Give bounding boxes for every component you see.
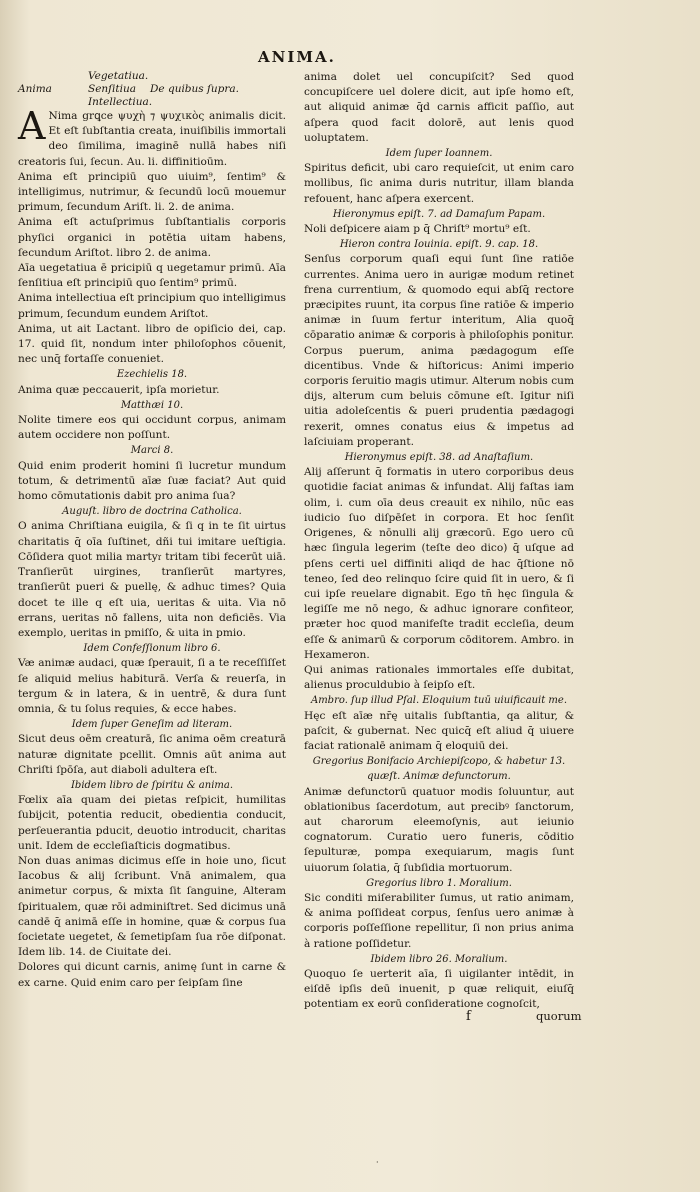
paragraph-text: Fœlix aīa quam dei pietas reſpicit, humilitas ſubijcit, potentia reducit, obedientia conducit, perſeuerantia pducit, deuotio introducit, charitas unit. Idem de eccleſiaſticis dogmatibus. bbox=[18, 794, 286, 852]
citation bbox=[304, 207, 574, 222]
paragraph-text: Noli deſpicere aiam p q̄ Chriſt⁹ mortu⁹ eſt. bbox=[304, 223, 531, 236]
paragraph-text: Anima intellectiua eſt principium quo intelligimus primum, ſecundum eundem Ariſtot. bbox=[18, 292, 286, 320]
paragraph-text: Aīa uegetatiua ē pricipiū q uegetamur primū. Aīa ſenſitiua eſt principiū quo ſentim⁹ primū. bbox=[18, 262, 286, 290]
paragraph-text: Anima eſt principiū quo uiuim⁹, ſentim⁹ & intelligimus, nutrimur, & ſecundū locū mouemur primum, ſecundum Ariſt. li. 2. de anima. bbox=[18, 170, 286, 214]
citation bbox=[304, 146, 574, 161]
paragraph bbox=[304, 709, 574, 755]
brace-lead: Anima bbox=[18, 83, 52, 95]
citation-text: Auguſt. libro de doctrina Catholica. bbox=[62, 506, 242, 518]
paragraph bbox=[304, 465, 574, 663]
paragraph bbox=[18, 322, 286, 368]
citation bbox=[18, 367, 286, 382]
citation bbox=[18, 641, 286, 656]
paragraph bbox=[304, 663, 574, 693]
paragraph bbox=[18, 960, 286, 990]
paragraph-text: anima dolet uel concupiſcit? Sed quod concupiſcere uel dolere dicit, aut ipſe homo eſt, aut aliquid animæ q̄d carnis afficit paſſio, aut aſpera quod facit dolorē, aut lenis quod uoluptatem. bbox=[304, 71, 574, 144]
citation-text: Idem ſuper Ioannem. bbox=[385, 148, 493, 160]
paragraph-text: Qui animas rationales immortales eſſe dubitat, alienus proculdubio à ſeipſo eſt. bbox=[304, 663, 574, 692]
left-column bbox=[18, 70, 286, 991]
citation-text: Hieronymus epiſt. 38. ad Anaſtaſium. bbox=[344, 452, 534, 464]
paragraph-text: Nima grꝗce ψυχὴ ⁊ ψυχικὸς animalis dicit. Et eſt ſubſtantia creata, inuiſibilis immortali deo ſimilima, imaginē nullā habes niſi creatoris ſui, ſecun. Au. li. diffinitioūm. bbox=[18, 110, 286, 168]
paragraph bbox=[304, 252, 574, 450]
running-head: ANIMA. bbox=[258, 48, 336, 66]
citation-text: Matthæi 10. bbox=[120, 399, 184, 411]
citation bbox=[18, 778, 286, 793]
paragraph bbox=[304, 161, 574, 207]
paragraph-text: Hęc eſt aīæ nr̄ę uitalis ſubſtantia, qa alitur, & paſcit, & gubernat. Nec quicq̄ eſt aliud q̄ uiuere faciat rationalē animam q̄ eloquiū dei. bbox=[304, 709, 574, 752]
paragraph bbox=[304, 891, 574, 952]
paragraph-text: Non duas animas dicimus eſſe in hoie uno, ſicut Iacobus & alij ſcribunt. Vnā animalem, qua animetur corpus, & mixta ſit ſanguine, Alteram ſpiritualem, quæ rōi adminiſtret. Sed dicimus unā candē q̄ animā eſſe in homine, quæ & corpus ſua ſocietate uegetet, & ſemetipſam ſua rōe diſponat. Idem lib. 14. de Ciuitate dei. bbox=[18, 854, 286, 959]
paragraph bbox=[304, 785, 574, 876]
brace-item-intellectiua: Intellectiua. bbox=[88, 96, 153, 108]
citation bbox=[18, 443, 286, 458]
paragraph bbox=[18, 656, 286, 717]
right-column-body bbox=[304, 70, 574, 1013]
paragraph-text: Dolores qui dicunt carnis, animę ſunt in carne & ex carne. Quid enim caro per ſeipſam ſine bbox=[18, 961, 286, 989]
paragraph-text: Spiritus deficit, ubi caro requieſcit, ut enim caro mollibus, ſic anima duris nutritur, illam blanda refouent, hanc aſpera exercent. bbox=[304, 162, 574, 205]
paragraph-text: Quoquo ſe uerterit aīa, ſi uigilanter intēdit, in eiſdē ipſis deū inuenit, p quæ reliquit, eiuſq̄ potentiam ex eorū conſideratione cognoſcit, bbox=[304, 967, 574, 1011]
citation bbox=[304, 952, 574, 967]
citation bbox=[304, 876, 574, 891]
citation-text: Ambro. ſup illud Pſal. Eloquium tuū uiuificauit me. bbox=[310, 695, 568, 707]
paragraph-text: Væ animæ audaci, quæ ſperauit, ſi a te receſſiſſet ſe aliquid melius habiturā. Verſa & reuerſa, in tergum & in latera, & in uentrē, & dura ſunt omnia, & tu ſolus requies, & ecce habes. bbox=[18, 657, 286, 715]
citation-text: Gregorius libro 1. Moralium. bbox=[366, 877, 512, 889]
paragraph bbox=[18, 459, 286, 505]
paragraph bbox=[18, 519, 286, 641]
paragraph-text: O anima Chriſtiana euigila, & ſi q in te ſit uirtus charitatis q̄ oīa ſuſtinet, dñi tui imitare ueſtigia. Cōſidera quot milia marty𝔯 tritam tibi fecerūt uiā. Tranſierūt uirgines, tranſierūt martyres, tranſierūt pueri & puellę, & adhuc times? Quia docet te ille q eſt uia, ueritas & uita. Via nō errans, ueritas nō fallens, uita non deficiēs. Via exemplo, ueritas in pmiſſo, & uita in pmio. bbox=[18, 520, 286, 639]
paragraph bbox=[18, 261, 286, 291]
paragraph-text: Anima, ut ait Lactant. libro de opiſicio dei, cap. 17. quid ſit, nondum inter philoſophos cōuenit, nec unq̄ fortaſſe conueniet. bbox=[18, 322, 286, 366]
brace-item-vegetatiua: Vegetatiua. bbox=[88, 70, 149, 82]
paragraph-text: Senſus corporum quaſi equi ſunt ſine ratiōe currentes. Anima uero in aurigæ modum retinet frena currentium, & quomodo equi abſq̄ rectore præcipites ruunt, ita corpus ſine ratiōe & imperio animæ in ſuum fertur interitum, Alia quoq̄ cōparatio animæ & corporis à philoſophis ponitur. Corpus puerum, anima pædagogum eſſe dicentibus. Vnde & hiſtoricus: Animi imperio corporis ſeruitio magis utimur. Alterum nobis cum dijs, alterum cum beluis cōmune eſt. Igitur niſi uitia adoleſcentis & pueri prudentia pædagogi rexerit, omnes conatus eius & impetus ad laſciuiam properant. bbox=[304, 253, 574, 448]
paragraph bbox=[18, 413, 286, 443]
brace-item-sensitiua: Senſitiua bbox=[88, 83, 137, 95]
citation bbox=[304, 754, 574, 784]
paragraph-text: Sicut deus oēm creaturā, ſic anima oēm creaturā naturæ dignitate pcellit. Omnis aūt anima aut Chriſti ſpōſa, aut diaboli adultera eſt. bbox=[18, 733, 286, 776]
paragraph-text: Anima eſt actuſprimus ſubſtantialis corporis phyſici organici in potētia uitam habens, ſecundum Ariſtot. libro 2. de anima. bbox=[18, 216, 286, 259]
paragraph-text: Sic conditi miſerabiliter ſumus, ut ratio animam, & anima poſſideat corpus, ſenſus uero animæ à corporis poſſeſſione repellitur, ſi non prius anima à ratione poſſidetur. bbox=[304, 891, 574, 950]
citation bbox=[304, 693, 574, 708]
catchword: quorum bbox=[536, 1009, 582, 1023]
paragraph-text: Anima quæ peccauerit, ipſa morietur. bbox=[18, 383, 220, 396]
paragraph-text: Quid enim proderit homini ſi lucretur mundum totum, & detrimentū aīæ ſuæ faciat? Aut quid homo cōmutationis dabit pro anima ſua? bbox=[18, 459, 286, 503]
signature-mark: f bbox=[466, 1009, 471, 1024]
citation bbox=[18, 398, 286, 413]
paragraph bbox=[304, 222, 574, 237]
page-speck: · bbox=[376, 1158, 379, 1167]
citation bbox=[18, 717, 286, 732]
paragraph bbox=[304, 967, 574, 1013]
paragraph bbox=[18, 291, 286, 321]
brace-table bbox=[18, 70, 286, 109]
citation-text: Idem Confeſſionum libro 6. bbox=[83, 643, 221, 655]
citation-text: Ibidem libro 26. Moralium. bbox=[370, 953, 508, 965]
paragraph bbox=[304, 70, 574, 146]
paragraph-text: Nolite timere eos qui occidunt corpus, animam autem occidere non poſſunt. bbox=[18, 414, 286, 442]
citation bbox=[304, 237, 574, 252]
paragraph bbox=[18, 215, 286, 261]
citation-text: Hieronymus epiſt. 7. ad Damaſum Papam. bbox=[332, 208, 546, 220]
right-column bbox=[304, 70, 574, 1013]
paragraph bbox=[18, 104, 286, 170]
citation-text: Ibidem libro de ſpiritu & anima. bbox=[70, 779, 234, 791]
paragraph bbox=[18, 170, 286, 216]
paragraph-text: Animæ defunctorū quatuor modis ſoluuntur, aut oblationibus ſacerdotum, aut precibꝰ ſanctorum, aut charorum eleemoſynis, aut ieiunio cognatorum. Curatio uero funeris, cōditio ſepulturæ, pompa exequiarum, magis ſunt uiuorum ſolatia, q̄ ſubſidia mortuorum. bbox=[304, 785, 574, 874]
paragraph bbox=[18, 854, 286, 960]
left-column-body bbox=[18, 104, 286, 991]
citation-text: Hieron contra Iouinia. epiſt. 9. cap. 18. bbox=[339, 239, 539, 251]
citation-text: Idem ſuper Geneſim ad literam. bbox=[71, 719, 233, 731]
citation-text: Ezechielis 18. bbox=[116, 369, 188, 381]
brace-note: De quibus ſupra. bbox=[150, 83, 240, 95]
citation-text: Marci 8. bbox=[130, 445, 174, 457]
citation bbox=[304, 450, 574, 465]
drop-initial: A bbox=[18, 104, 46, 148]
paragraph bbox=[18, 732, 286, 778]
citation-text: Gregorius Bonifacio Archiepiſcopo, & habetur 13. quæſt. Animæ defunctorum. bbox=[312, 756, 566, 783]
paragraph bbox=[18, 793, 286, 854]
citation bbox=[18, 504, 286, 519]
paragraph-text: Alij aſſerunt q̄ formatis in utero corporibus deus quotidie faciat animas & infundat. Alij faſtas iam olim, i. cum oīa deus creauit ex nihilo, nūc eas iudicio ſuo diſpēſet in corpora. Et hoc ſenſit Origenes, & nōnulli alij græcorū. Ego uero cū hæc ſingula legerim (teſte deo dico) q̄ uſque ad pſens certi uel diffiniti aliqd de hac q̄ſtione nō teneo, ſed deo relinquo ſcire quid ſit in uero, & ſi cui ipſe reuelare dignabit. Ego tn̄ hęc ſingula & legiſſe me nō nego, & adhuc ignorare confiteor, præter hoc quod manifeſte tradit eccleſia, deum eſſe & animarū & corporum cōditorem. Ambro. in Hexameron. bbox=[304, 466, 574, 661]
paragraph bbox=[18, 383, 286, 398]
